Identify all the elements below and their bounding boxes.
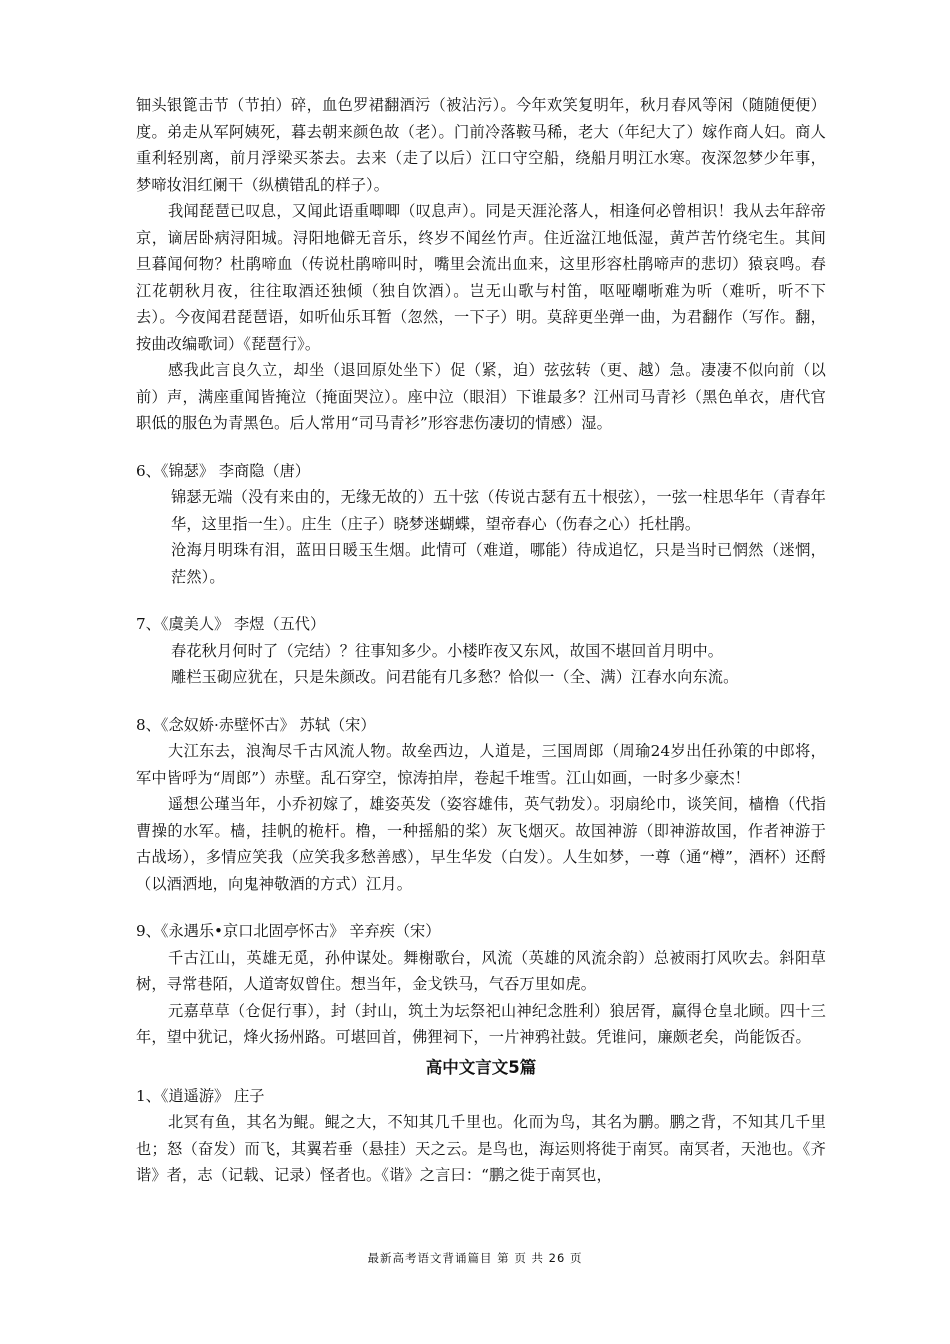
page-content [136, 92, 826, 1189]
poem-8-heading: 8、《念奴娇·赤壁怀古》 苏轼（宋） [136, 715, 376, 734]
poem-8-paragraph-1: 大江东去，浪淘尽千古风流人物。故垒西边，人道是，三国周郎（周瑜24岁出任孙策的中郎将，军中皆呼为“周郎”）赤壁。乱石穿空，惊涛拍岸，卷起千堆雪。江山如画，一时多少豪杰！ [136, 742, 826, 787]
poem-7-line-1: 春花秋月何时了（完结）？往事知多少。小楼昨夜又东风，故国不堪回首月明中。 [171, 641, 724, 660]
poem-7-heading: 7、《虞美人》 李煜（五代） [136, 615, 326, 633]
poem-6-line-2: 沧海月明珠有泪，蓝田日暖玉生烟。此情可（难道，哪能）待成追忆，只是当时已惘然（迷惘，茫然）。 [171, 541, 826, 586]
poem-9-heading: 9、《永遇乐•京口北固亭怀古》 辛弃疾（宋） [136, 922, 441, 940]
pipa-paragraph-2: 我闻琵琶已叹息，又闻此语重唧唧（叹息声）。同是天涯沦落人，相逢何必曾相识！我从去年辞帝京，谪居卧病浔阳城。浔阳地僻无音乐，终岁不闻丝竹声。住近湓江地低湿，黄芦苦竹绕宅生。其间旦暮闻何物？杜鹃啼血（传说杜鹃啼叫时，嘴里会流出血来，这里形容杜鹃啼声的悲切）猿哀鸣。春江花朝秋月夜，往往取酒还独倾（独自饮酒）。岂无山歌与村笛，呕哑嘲哳难为听（难听，听不下去）。今夜闻君琵琶语，如听仙乐耳暂（忽然，一下子）明。莫辞更坐弹一曲，为君翻作（写作。翻，按曲改编歌词）《琵琶行》。 [136, 202, 826, 353]
pipa-paragraph-3: 感我此言良久立，却坐（退回原处坐下）促（紧，迫）弦弦转（更、越）急。凄凄不似向前（以前）声，满座重闻皆掩泣（掩面哭泣）。座中泣（眼泪）下谁最多？江州司马青衫（黑色单衣，唐代官职低的服色为青黑色。后人常用“司马青衫”形容悲伤凄切的情感）湿。 [136, 361, 826, 432]
section-title: 高中文言文5篇 [425, 1057, 537, 1077]
poem-6-heading: 6、《锦瑟》 李商隐（唐） [136, 461, 310, 480]
spacer [136, 897, 826, 918]
poem-9-paragraph-2: 元嘉草草（仓促行事），封（封山，筑土为坛祭祀山神纪念胜利）狼居胥，赢得仓皇北顾。四十三年，望中犹记，烽火扬州路。可堪回首，佛狸祠下，一片神鸦社鼓。凭谁问，廉颇老矣，尚能饭否。 [136, 1001, 826, 1046]
poem-7-line-2: 雕栏玉砌应犹在，只是朱颜改。问君能有几多愁？恰似一（全、满）江春水向东流。 [171, 668, 739, 686]
poem-6-line-1: 锦瑟无端（没有来由的，无缘无故的）五十弦（传说古瑟有五十根弦），一弦一柱思华年（青春年华，这里指一生）。庄生（庄子）晓梦迷蝴蝶，望帝春心（伤春之心）托杜鹃。 [171, 488, 826, 533]
spacer [136, 437, 826, 458]
poem-8-paragraph-2: 遥想公瑾当年，小乔初嫁了，雄姿英发（姿容雄伟，英气勃发）。羽扇纶巾，谈笑间，樯橹（代指曹操的水军。樯，挂帆的桅杆。橹，一种摇船的桨）灰飞烟灭。故国神游（即神游故国，作者神游于古战场），多情应笑我（应笑我多愁善感），早生华发（白发）。人生如梦，一尊（通“樽”，酒杯）还酹（以酒洒地，向鬼神敬酒的方式）江月。 [136, 795, 826, 893]
page-footer: 最新高考语文背诵篇目 第 页 共 26 页 [367, 1251, 583, 1265]
spacer [136, 691, 826, 712]
spacer [136, 590, 826, 611]
poem-9-paragraph-1: 千古江山，英雄无觅，孙仲谋处。舞榭歌台，风流（英雄的风流余韵）总被雨打风吹去。斜阳草树，寻常巷陌，人道寄奴曾住。想当年，金戈铁马，气吞万里如虎。 [136, 948, 826, 993]
pipa-paragraph-1: 钿头银篦击节（节拍）碎，血色罗裙翻酒污（被沾污）。今年欢笑复明年，秋月春风等闲（随随便便）度。弟走从军阿姨死，暮去朝来颜色故（老）。门前冷落鞍马稀，老大（年纪大了）嫁作商人妇。商人重利轻别离，前月浮梁买茶去。去来（走了以后）江口守空船，绕船月明江水寒。夜深忽梦少年事，梦啼妆泪红阑干（纵横错乱的样子）。 [136, 96, 826, 194]
essay-1-heading: 1、《逍遥游》 庄子 [136, 1086, 265, 1105]
essay-1-paragraph-1: 北冥有鱼，其名为鲲。鲲之大，不知其几千里也。化而为鸟，其名为鹏。鹏之背，不知其几千里也；怒（奋发）而飞，其翼若垂（悬挂）天之云。是鸟也，海运则将徙于南冥。南冥者，天池也。《齐谐》者，志（记载、记录）怪者也。《谐》之言曰：“鹏之徙于南冥也， [136, 1113, 826, 1184]
